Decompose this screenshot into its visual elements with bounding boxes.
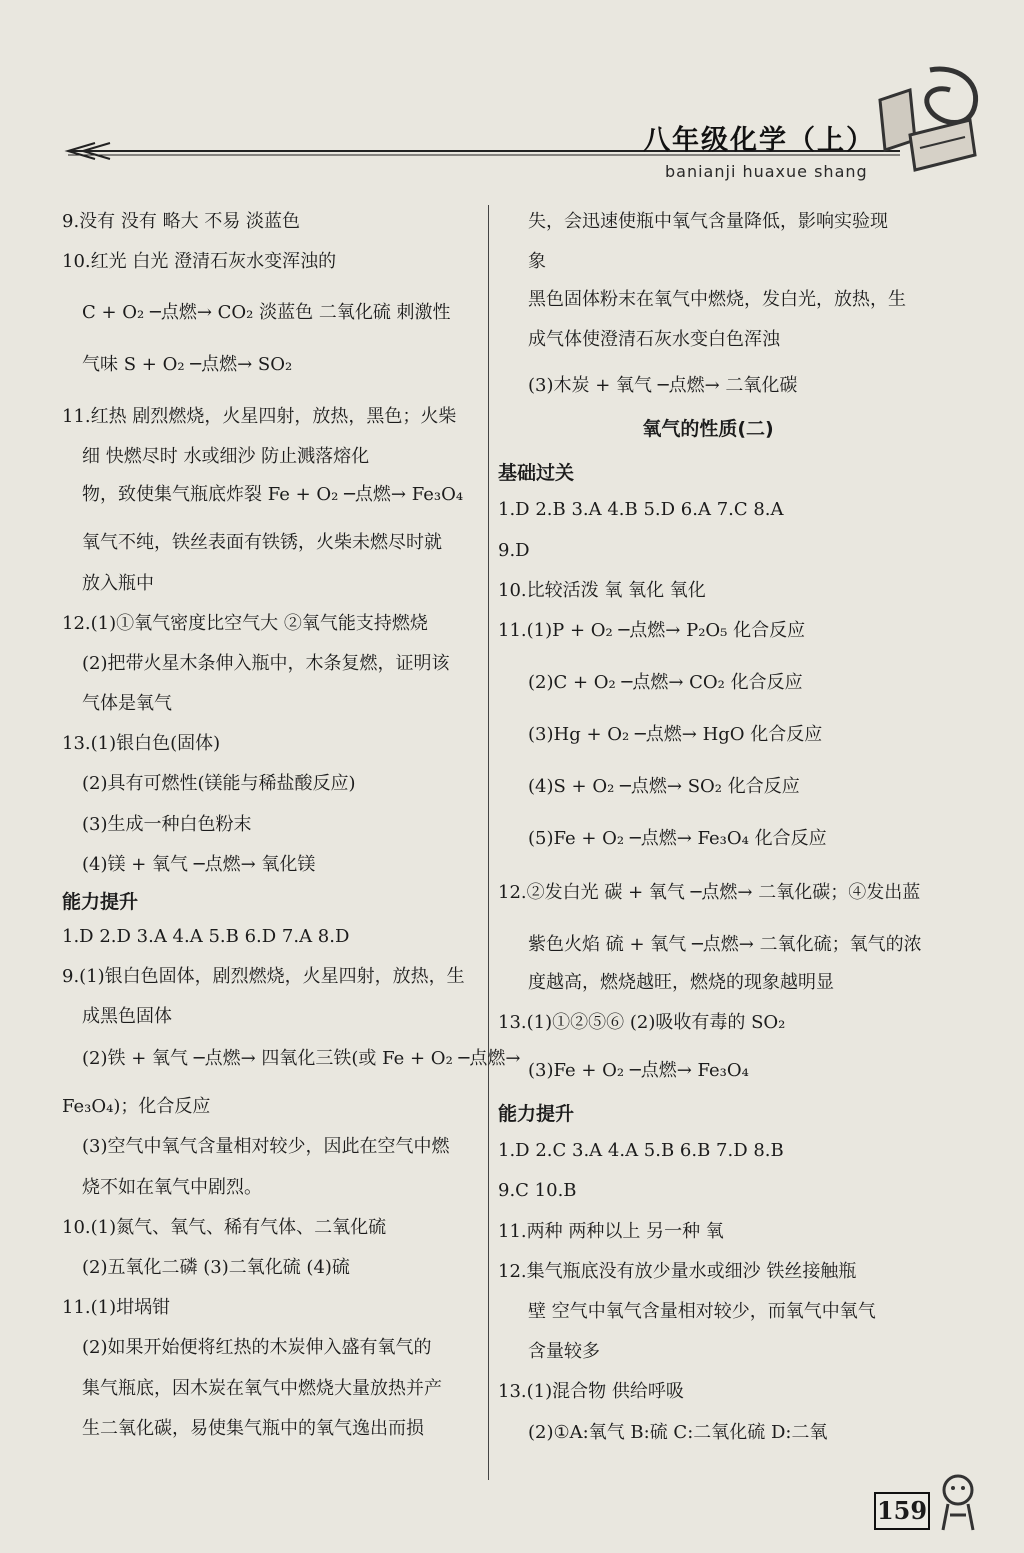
- answer-line: 1.D 2.B 3.A 4.B 5.D 6.A 7.C 8.A: [498, 499, 784, 521]
- answer-line: C + O₂ ─点燃→ CO₂ 淡蓝色 二氧化硫 刺激性: [82, 302, 451, 324]
- answer-line: Fe₃O₄)；化合反应: [62, 1096, 211, 1118]
- answer-line: 10.比较活泼 氧 氧化 氧化: [498, 579, 706, 601]
- answer-line: 气体是氧气: [82, 693, 172, 714]
- answer-line: (3)空气中氧气含量相对较少，因此在空气中燃: [82, 1136, 450, 1158]
- answer-line: (4)镁 + 氧气 ─点燃→ 氧化镁: [82, 853, 316, 875]
- answer-line: 集气瓶底，因木炭在氧气中燃烧大量放热并产: [82, 1377, 442, 1399]
- section-heading: 能力提升: [62, 890, 139, 913]
- answer-line: 9.C 10.B: [498, 1180, 577, 1202]
- answer-line: (2)如果开始便将红热的木炭伸入盛有氧气的: [82, 1337, 432, 1359]
- subsection-title: 氧气的性质(二): [642, 418, 774, 441]
- answer-line: (4)S + O₂ ─点燃→ SO₂ 化合反应: [528, 776, 800, 797]
- answer-line: (3)Hg + O₂ ─点燃→ HgO 化合反应: [528, 724, 823, 745]
- answer-line: 9.(1)银白色固体，剧烈燃烧，火星四射，放热，生: [62, 966, 465, 987]
- answer-line: 9.没有 没有 略大 不易 淡蓝色: [62, 211, 301, 232]
- answer-line: 含量较多: [528, 1341, 600, 1363]
- answer-line: (2)铁 + 氧气 ─点燃→ 四氧化三铁(或 Fe + O₂ ─点燃→: [82, 1048, 521, 1070]
- answer-line: 1.D 2.D 3.A 4.A 5.B 6.D 7.A 8.D: [62, 925, 350, 947]
- answer-line: 物，致使集气瓶底炸裂 Fe + O₂ ─点燃→ Fe₃O₄: [82, 484, 464, 506]
- answer-line: (3)生成一种白色粉末: [82, 813, 252, 835]
- answer-line: 1.D 2.C 3.A 4.A 5.B 6.B 7.D 8.B: [498, 1140, 784, 1162]
- answer-line: 13.(1)混合物 供给呼吸: [498, 1381, 684, 1403]
- answer-line: (2)五氧化二磷 (3)二氧化硫 (4)硫: [82, 1257, 350, 1278]
- answer-line: 象: [528, 251, 546, 273]
- answer-line: 12.集气瓶底没有放少量水或细沙 铁丝接触瓶: [498, 1260, 857, 1282]
- section-heading: 基础过关: [498, 462, 575, 485]
- book-subtitle: banianji huaxue shang: [665, 162, 868, 181]
- answer-line: (2)C + O₂ ─点燃→ CO₂ 化合反应: [528, 672, 803, 693]
- answer-line: (5)Fe + O₂ ─点燃→ Fe₃O₄ 化合反应: [528, 828, 827, 849]
- answer-line: 13.(1)①②⑤⑥ (2)吸收有毒的 SO₂: [498, 1012, 786, 1033]
- answer-line: 11.(1)P + O₂ ─点燃→ P₂O₅ 化合反应: [498, 620, 806, 641]
- answer-line: 烧不如在氧气中剧烈。: [82, 1176, 262, 1198]
- answer-line: (2)①A:氧气 B:硫 C:二氧化硫 D:二氧: [528, 1421, 828, 1443]
- answer-line: 11.两种 两种以上 另一种 氧: [498, 1220, 724, 1242]
- book-title: 八年级化学（上）: [643, 125, 875, 156]
- ink-stone-brush-icon: [870, 60, 990, 180]
- answer-line: 紫色火焰 硫 + 氧气 ─点燃→ 二氧化硫；氧气的浓: [528, 934, 922, 955]
- answer-line: 10.红光 白光 澄清石灰水变浑浊的: [62, 251, 337, 273]
- answer-line: 13.(1)银白色(固体): [62, 733, 221, 755]
- answer-line: 黑色固体粉末在氧气中燃烧，发白光，放热，生: [528, 289, 906, 311]
- section-heading: 能力提升: [498, 1103, 575, 1125]
- mascot-icon: [928, 1470, 988, 1540]
- answer-line: 失，会迅速使瓶中氧气含量降低，影响实验现: [528, 211, 888, 232]
- answer-line: 成黑色固体: [82, 1006, 172, 1028]
- column-divider: [488, 205, 489, 1480]
- answer-line: (2)把带火星木条伸入瓶中，木条复燃，证明该: [82, 652, 450, 674]
- answer-line: 度越高，燃烧越旺，燃烧的现象越明显: [528, 972, 834, 993]
- page-header: [0, 0, 1024, 200]
- answer-line: 氧气不纯，铁丝表面有铁锈，火柴未燃尽时就: [82, 532, 442, 554]
- answer-line: 12.(1)①氧气密度比空气大 ②氧气能支持燃烧: [62, 612, 428, 634]
- answer-line: 9.D: [498, 539, 530, 561]
- answer-line: 12.②发白光 碳 + 氧气 ─点燃→ 二氧化碳；④发出蓝: [498, 882, 921, 903]
- answer-line: (3)木炭 + 氧气 ─点燃→ 二氧化碳: [528, 375, 798, 397]
- answer-line: 细 快燃尽时 水或细沙 防止溅落熔化: [82, 446, 370, 468]
- answer-line: 气味 S + O₂ ─点燃→ SO₂: [82, 354, 293, 376]
- answer-line: (3)Fe + O₂ ─点燃→ Fe₃O₄: [528, 1060, 749, 1081]
- page-number: 159: [874, 1492, 930, 1530]
- answer-line: (2)具有可燃性(镁能与稀盐酸反应): [82, 773, 356, 795]
- answer-line: 成气体使澄清石灰水变白色浑浊: [528, 329, 780, 351]
- answer-line: 11.红热 剧烈燃烧，火星四射，放热，黑色；火柴: [62, 406, 457, 428]
- answer-line: 放入瓶中: [82, 572, 154, 594]
- answer-line: 10.(1)氮气、氧气、稀有气体、二氧化硫: [62, 1216, 387, 1238]
- answer-line: 壁 空气中氧气含量相对较少，而氧气中氧气: [528, 1301, 876, 1322]
- answer-line: 生二氧化碳，易使集气瓶中的氧气逸出而损: [82, 1417, 424, 1439]
- answer-line: 11.(1)坩埚钳: [62, 1297, 171, 1319]
